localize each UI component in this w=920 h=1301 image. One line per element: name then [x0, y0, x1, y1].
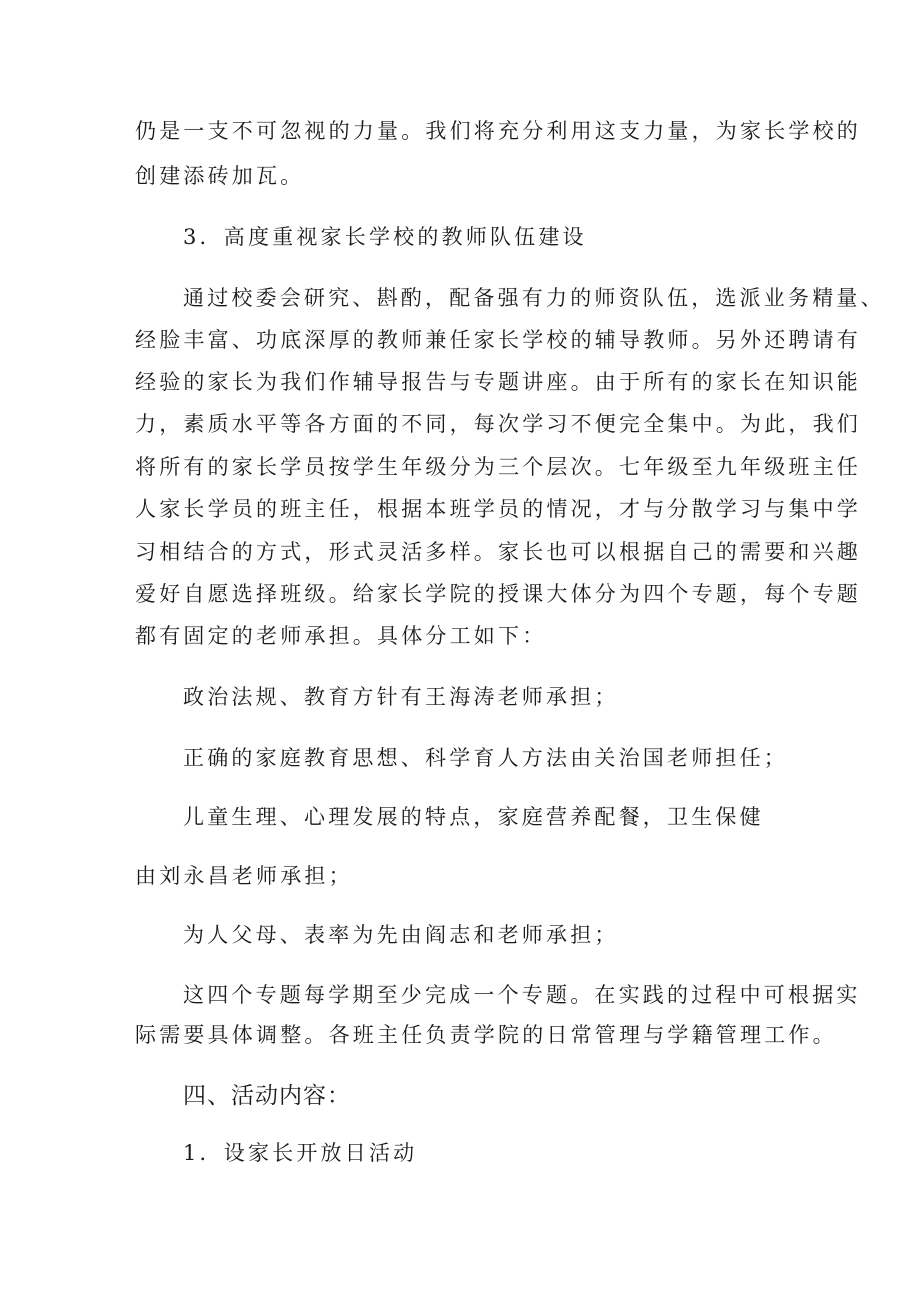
- paragraph-line: 将所有的家长学员按学生年级分为三个层次。七年级至九年级班主任: [135, 455, 861, 479]
- chapter-heading: 四、活动内容：: [183, 1083, 351, 1109]
- paragraph-line: 人家长学员的班主任，根据本班学员的情况，才与分散学习与集中学: [135, 497, 861, 521]
- paragraph-line: 这四个专题每学期至少完成一个专题。在实践的过程中可根据实: [183, 983, 861, 1007]
- list-item: 为人父母、表率为先由阎志和老师承担；: [183, 923, 619, 947]
- paragraph-line: 通过校委会研究、斟酌，配备强有力的师资队伍，选派业务精量、: [183, 286, 885, 310]
- paragraph-line: 力，素质水平等各方面的不同，每次学习不便完全集中。为此，我们: [135, 412, 861, 436]
- list-item: 政治法规、教育方针有王海涛老师承担；: [183, 685, 619, 709]
- paragraph-line: 经脸丰富、功底深厚的教师兼任家长学校的辅导教师。另外还聘请有: [135, 328, 861, 352]
- list-item: 正确的家庭教育思想、科学育人方法由关治国老师担任；: [183, 746, 788, 770]
- paragraph-line: 仍是一支不可忽视的力量。我们将充分利用这支力量，为家长学校的: [135, 119, 861, 143]
- paragraph-line: 都有固定的老师承担。具体分工如下：: [135, 624, 547, 648]
- list-item-continuation: 由刘永昌老师承担；: [135, 864, 353, 888]
- section-heading: 3．高度重视家长学校的教师队伍建设: [183, 225, 587, 249]
- list-item: 儿童生理、心理发展的特点，家庭营养配餐，卫生保健: [183, 805, 764, 829]
- paragraph-line: 际需要具体调整。各班主任负责学院的日常管理与学籍管理工作。: [135, 1023, 837, 1047]
- section-heading: 1．设家长开放日活动: [183, 1141, 418, 1165]
- paragraph-line: 经验的家长为我们作辅导报告与专题讲座。由于所有的家长在知识能: [135, 370, 861, 394]
- paragraph-line: 习相结合的方式，形式灵活多样。家长也可以根据自己的需要和兴趣: [135, 540, 861, 564]
- paragraph-line: 创建添砖加瓦。: [135, 164, 305, 188]
- paragraph-line: 爱好自愿选择班级。给家长学院的授课大体分为四个专题，每个专题: [135, 582, 861, 606]
